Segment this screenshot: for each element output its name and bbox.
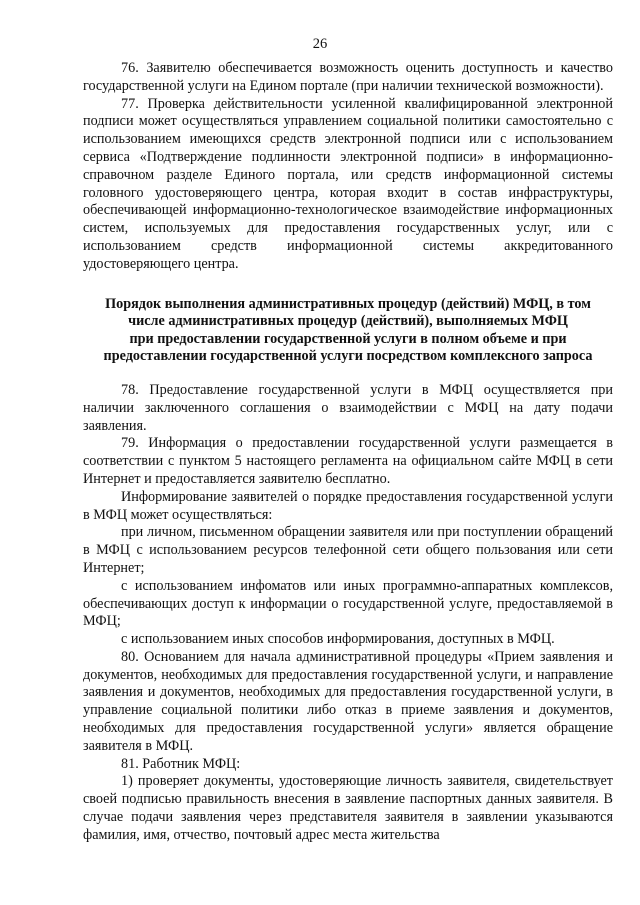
section-heading-line: предоставлении государственной услуги посредством комплексного запроса — [103, 348, 593, 365]
paragraph-78: 78. Предоставление государственной услуги в МФЦ осуществляется при наличии заключенного соглашения о взаимодействии с МФЦ на дату подачи заявления. — [83, 381, 613, 434]
section-heading — [83, 296, 613, 366]
paragraph-76: 76. Заявителю обеспечивается возможность оценить доступность и качество государственной услуги на Едином портале (при наличии технической возможности). — [83, 60, 613, 94]
document-body — [83, 60, 613, 845]
section-heading-line: Порядок выполнения административных процедур (действий) МФЦ, в том — [105, 295, 591, 312]
page-number: 26 — [312, 36, 328, 52]
section-heading-line: числе административных процедур (действий), выполняемых МФЦ — [128, 313, 568, 330]
paragraph-81: 81. Работник МФЦ: — [121, 755, 241, 772]
paragraph-77: 77. Проверка действительности усиленной квалифицированной электронной подписи может осуществляться управлением социальной политики самостоятельно с использованием имеющихся средств электронной подписи или с использованием сервиса «Подтверждение подлинности электронной подписи» в информационно-справочном разделе Единого портала, или средств информационной системы головного удостоверяющего центра, которая входит в состав инфраструктуры, обеспечивающей информационно-технологическое взаимодействие информационных систем, используемых для предоставления государственных услуг, или с использованием средств информационной системы аккредитованного удостоверяющего центра. — [83, 95, 613, 272]
paragraph-79: 79. Информация о предоставлении государственной услуги размещается в соответствии с пунктом 5 настоящего регламента на официальном сайте МФЦ в сети Интернет и предоставляется заявителю бесплатно. — [83, 435, 613, 487]
paragraph-other-methods: с использованием иных способов информирования, доступных в МФЦ. — [121, 631, 555, 648]
paragraph-infomats: с использованием инфоматов или иных программно-аппаратных комплексов, обеспечивающих доступ к информации о государственной услуге, предоставляемой в МФЦ; — [83, 577, 613, 630]
paragraph-81-item-1: 1) проверяет документы, удостоверяющие личность заявителя, свидетельствует своей подписью правильность внесения в заявление паспортных данных заявителя. В случае подачи заявления через представителя заявителя в заявлении указываются фамилия, имя, отчество, почтовый адрес места жительства — [83, 773, 613, 843]
paragraph-personal-request: при личном, письменном обращении заявителя или при поступлении обращений в МФЦ с использованием ресурсов телефонной сети общего пользования или сети Интернет; — [83, 524, 613, 576]
paragraph-80: 80. Основанием для начала административной процедуры «Прием заявления и документов, необходимых для предоставления государственной услуги, и направление заявления и документов, необходимых для предоставления государственной услуги, в управление социальной политики либо отказ в приеме заявления и документов, необходимых для предоставления государственной услуги» является обращение заявителя в МФЦ. — [83, 648, 613, 754]
section-heading-line: при предоставлении государственной услуги в полном объеме и при — [129, 330, 567, 347]
paragraph-informing: Информирование заявителей о порядке предоставления государственной услуги в МФЦ может осуществляться: — [83, 488, 613, 523]
